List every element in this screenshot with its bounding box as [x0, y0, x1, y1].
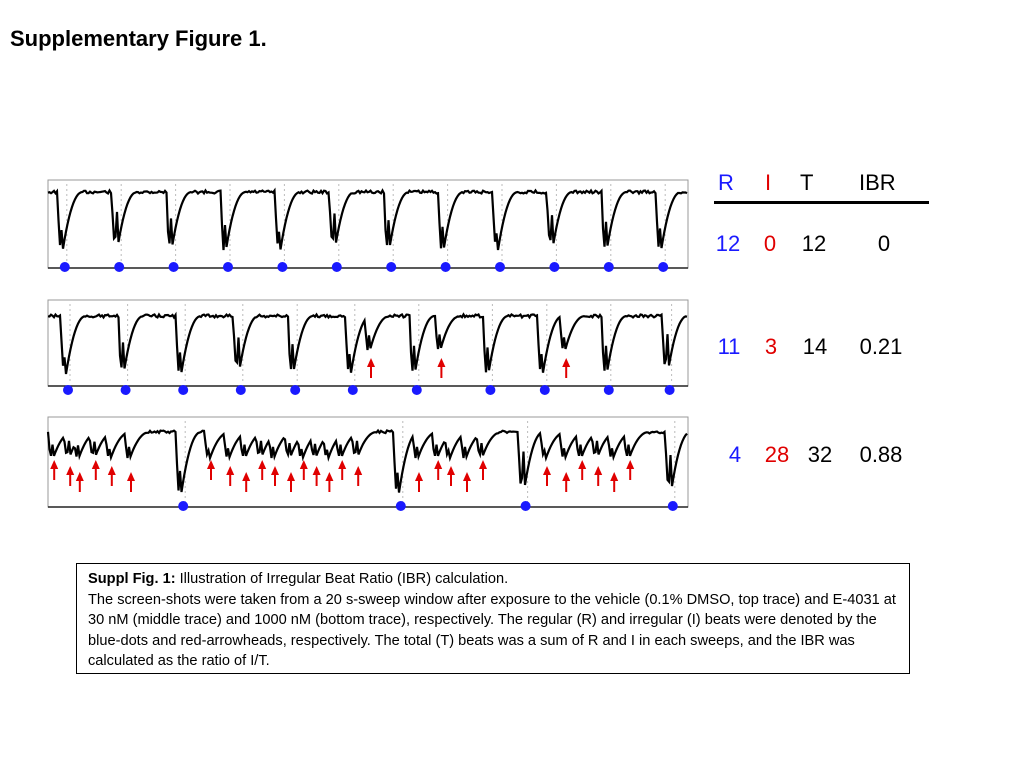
caption-label: Suppl Fig. 1: [88, 571, 176, 587]
regular-beat-dot [604, 262, 614, 272]
row3-R: 4 [728, 442, 742, 467]
regular-beat-dot [604, 385, 614, 395]
irregular-beat-arrow [367, 358, 375, 378]
trace-frame [48, 417, 688, 507]
figure-caption [76, 563, 910, 674]
regular-beat-dot [668, 501, 678, 511]
regular-beat-dot [332, 262, 342, 272]
regular-beat-dot [114, 262, 124, 272]
regular-beat-dot [521, 501, 531, 511]
irregular-beat-arrow [226, 466, 234, 486]
irregular-beat-arrow [578, 460, 586, 480]
regular-beat-dot [386, 262, 396, 272]
header-I: I [765, 170, 772, 195]
regular-beat-dot [290, 385, 300, 395]
regular-beat-dot [540, 385, 550, 395]
irregular-beat-arrow [463, 472, 471, 492]
trace-waveform [48, 191, 687, 251]
header-T: T [800, 170, 814, 195]
irregular-beat-arrow [479, 460, 487, 480]
irregular-beat-arrow [76, 472, 84, 492]
irregular-beat-arrow [242, 472, 250, 492]
irregular-beat-arrow [562, 472, 570, 492]
row3-I: 28 [764, 442, 790, 467]
trace-panel-30nM [48, 300, 688, 395]
irregular-beat-arrow [447, 466, 455, 486]
page-title: Supplementary Figure 1. [10, 26, 267, 51]
row3-T: 32 [807, 442, 833, 467]
row2-I: 3 [764, 334, 778, 359]
regular-beat-dot [549, 262, 559, 272]
regular-beat-dot [485, 385, 495, 395]
row1-IBR: 0 [877, 231, 891, 256]
regular-beat-dot [396, 501, 406, 511]
irregular-beat-arrow [610, 472, 618, 492]
irregular-beat-arrow [437, 358, 445, 378]
row3-IBR: 0.88 [859, 442, 903, 467]
regular-beat-dot [665, 385, 675, 395]
regular-beat-dot [277, 262, 287, 272]
regular-beat-dot [169, 262, 179, 272]
irregular-beat-arrow [258, 460, 266, 480]
regular-beat-dot [178, 385, 188, 395]
trace-waveform [48, 431, 687, 493]
regular-beat-dot [236, 385, 246, 395]
regular-beat-dot [495, 262, 505, 272]
irregular-beat-arrow [300, 460, 308, 480]
irregular-beat-arrow [108, 466, 116, 486]
trace-waveform [48, 315, 687, 375]
regular-beat-dot [441, 262, 451, 272]
irregular-beat-arrow [338, 460, 346, 480]
irregular-beat-arrow [92, 460, 100, 480]
caption-title: Illustration of Irregular Beat Ratio (IBR) calculation. [175, 571, 509, 587]
trace-panel-vehicle [48, 180, 688, 272]
irregular-beat-arrow [50, 460, 58, 480]
regular-beat-dot [121, 385, 131, 395]
caption-body: The screen-shots were taken from a 20 s-sweep window after exposure to the vehicle (0.1% DMSO, top trace) and E-4031 at 30 nM (middle trace) and 1000 nM (bottom trace), respectively. The regular (R) and irregular (I) beats were denoted by the blue-dots and red-arrowheads, respectively. The total (T) beats was a sum of R and I in each sweeps, and the IBR was calculated as the ratio of I/T. [88, 591, 896, 670]
irregular-beat-arrow [127, 472, 135, 492]
irregular-beat-arrow [562, 358, 570, 378]
regular-beat-dot [63, 385, 73, 395]
irregular-beat-arrow [626, 460, 634, 480]
irregular-beat-arrow [66, 466, 74, 486]
irregular-beat-arrow [287, 472, 295, 492]
irregular-beat-arrow [434, 460, 442, 480]
header-R: R [718, 170, 734, 195]
trace-panel-1000nM [48, 417, 688, 511]
row2-IBR: 0.21 [859, 334, 903, 359]
irregular-beat-arrow [207, 460, 215, 480]
irregular-beat-arrow [354, 466, 362, 486]
irregular-beat-arrow [594, 466, 602, 486]
regular-beat-dot [348, 385, 358, 395]
row2-T: 14 [802, 334, 828, 359]
irregular-beat-arrow [325, 472, 333, 492]
header-rule [714, 201, 929, 204]
regular-beat-dot [223, 262, 233, 272]
row2-R: 11 [717, 334, 741, 359]
irregular-beat-arrow [313, 466, 321, 486]
row1-T: 12 [801, 231, 827, 256]
irregular-beat-arrow [543, 466, 551, 486]
regular-beat-dot [412, 385, 422, 395]
irregular-beat-arrow [271, 466, 279, 486]
regular-beat-dot [658, 262, 668, 272]
row1-I: 0 [763, 231, 777, 256]
header-IBR: IBR [859, 170, 896, 195]
regular-beat-dot [178, 501, 188, 511]
regular-beat-dot [60, 262, 70, 272]
row1-R: 12 [715, 231, 741, 256]
irregular-beat-arrow [415, 472, 423, 492]
